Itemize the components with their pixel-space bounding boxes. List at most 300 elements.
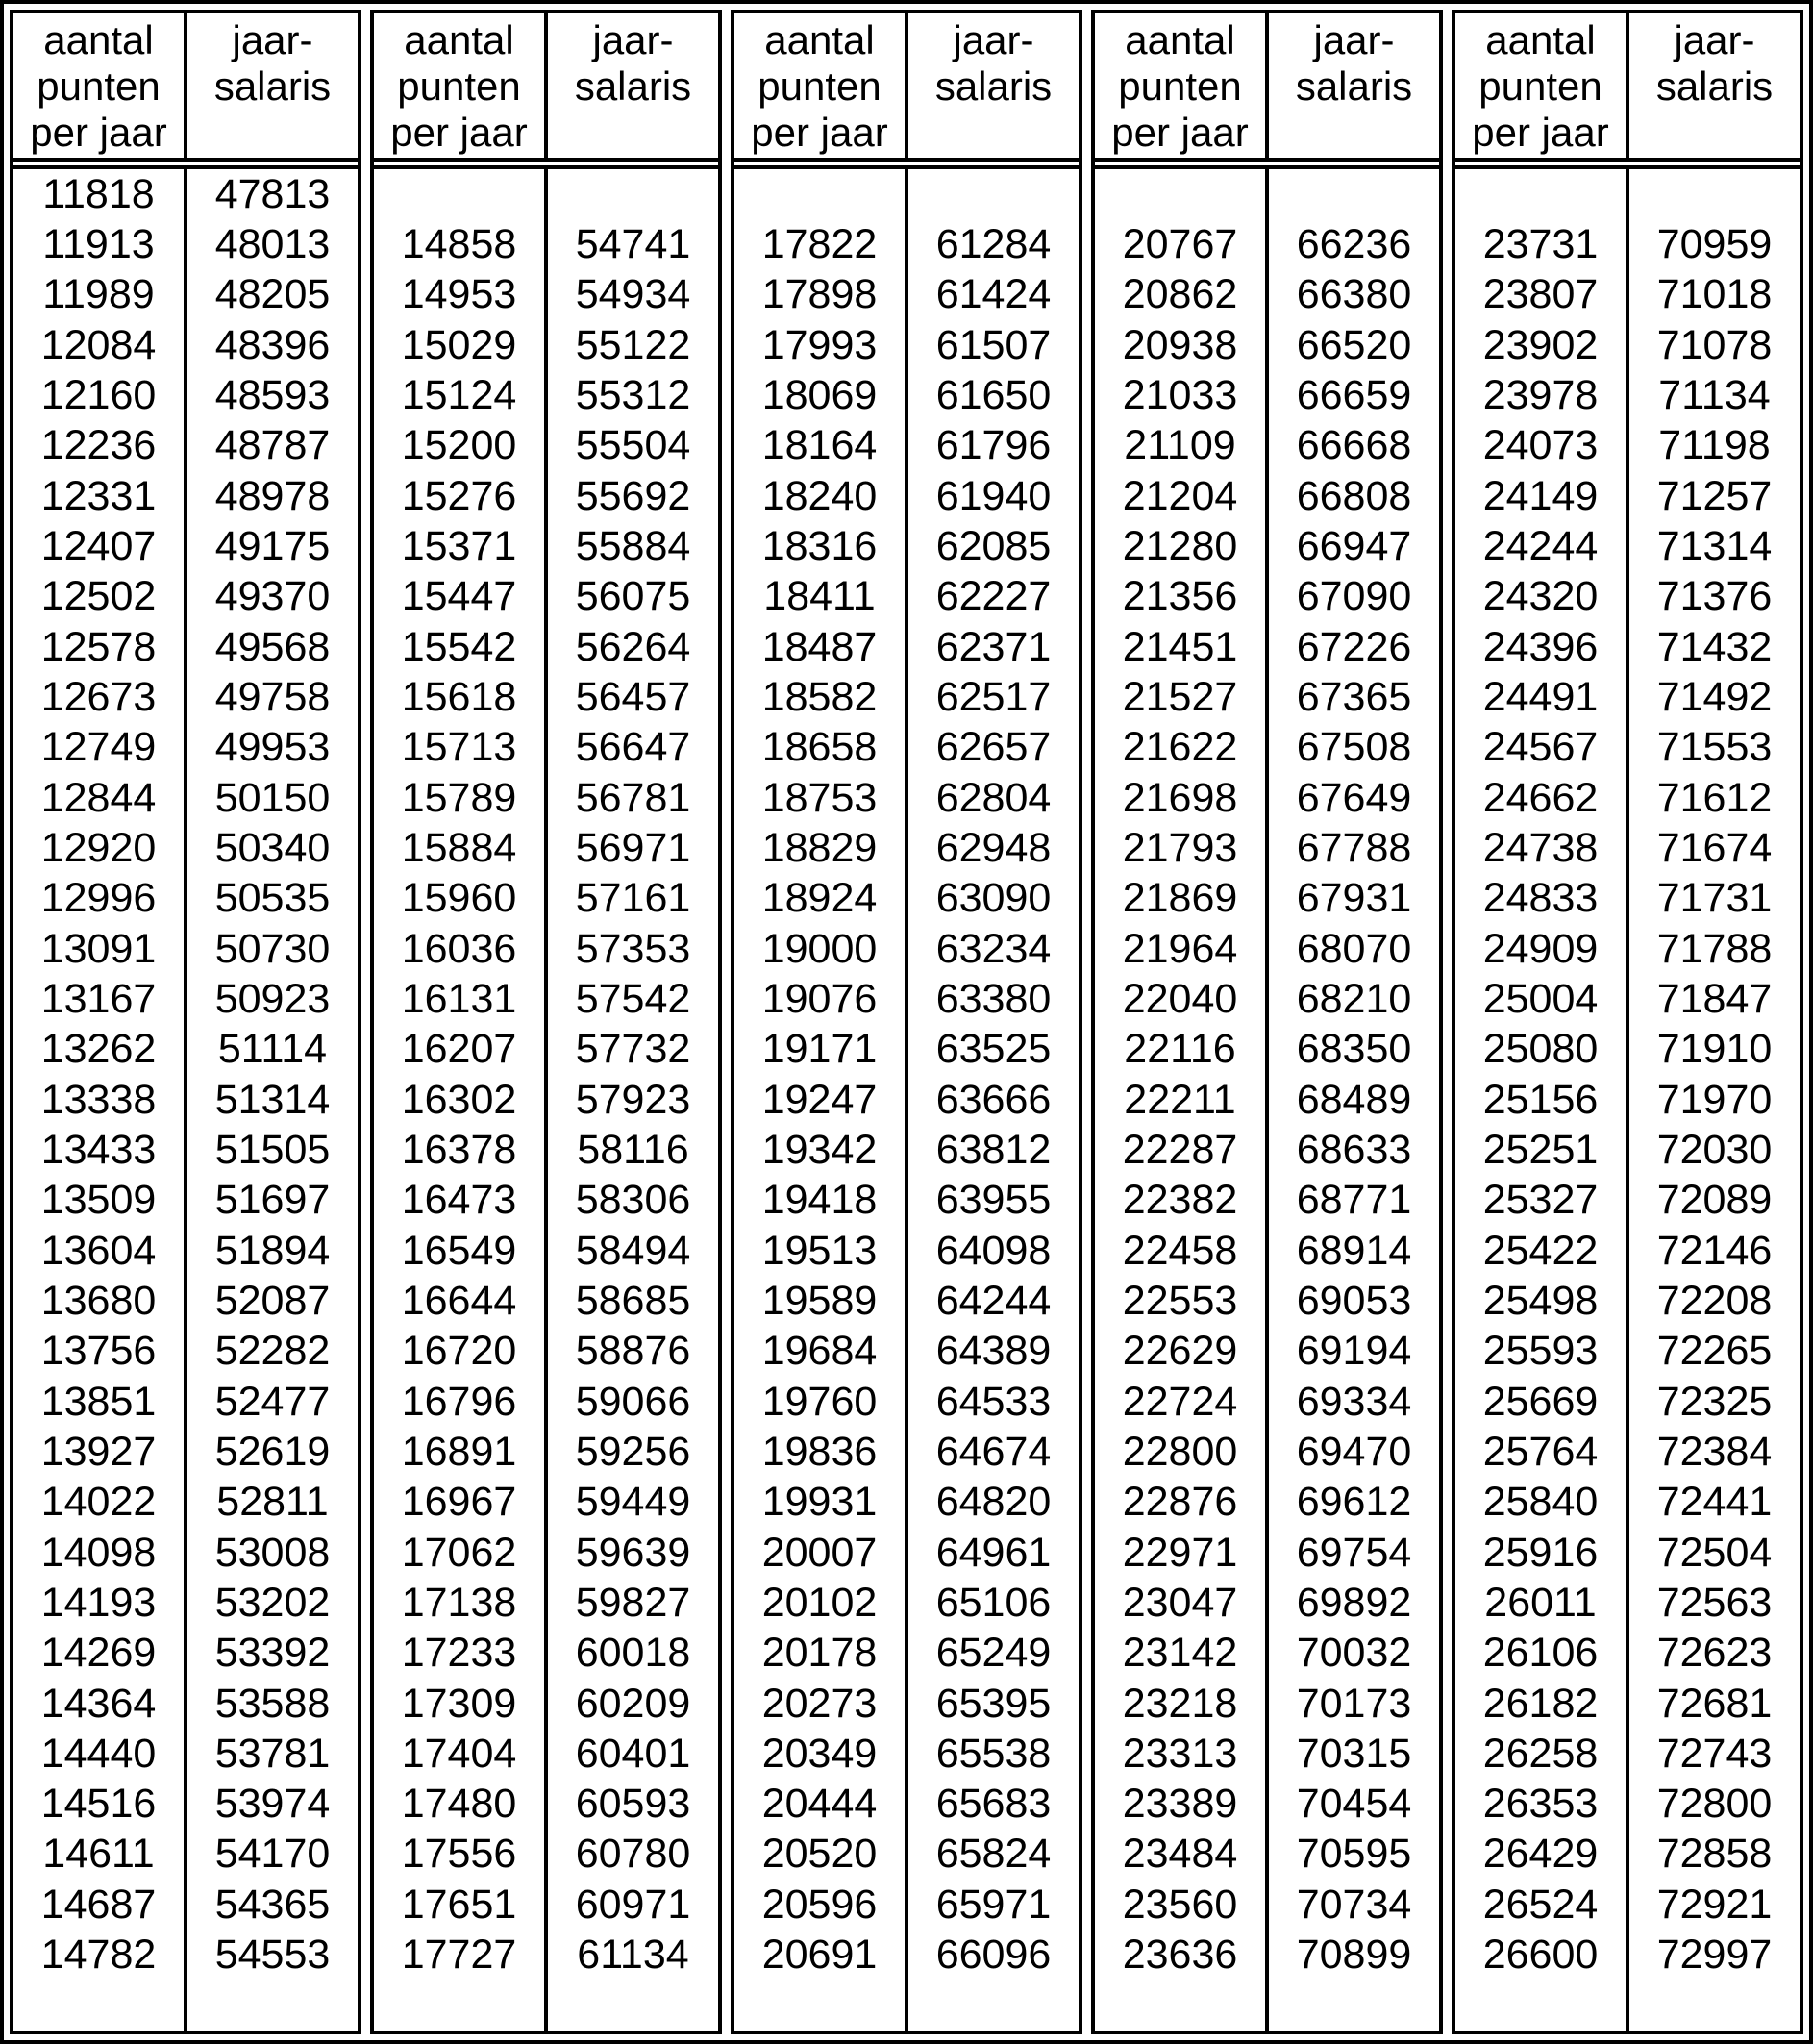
points-cell: 14269 <box>40 1630 157 1677</box>
salary-cell: 54170 <box>214 1831 331 1878</box>
points-cell: 23978 <box>1482 371 1599 418</box>
points-cell: 26106 <box>1482 1630 1599 1677</box>
points-cell: 18411 <box>763 573 876 620</box>
salary-cell <box>1629 1981 1800 2031</box>
points-cell <box>374 169 544 219</box>
points-cell: 13509 <box>40 1177 157 1224</box>
salary-cell: 65683 <box>935 1781 1052 1828</box>
salary-cell: 58116 <box>577 1126 689 1173</box>
salary-column <box>1629 169 1800 2031</box>
salary-column <box>187 169 358 2031</box>
points-cell: 12749 <box>40 724 157 771</box>
salary-cell: 71134 <box>1658 371 1771 418</box>
points-cell: 19171 <box>761 1026 878 1073</box>
salary-cell: 63380 <box>935 975 1052 1022</box>
points-cell: 13262 <box>40 1026 157 1073</box>
points-cell: 12084 <box>40 321 157 368</box>
salary-header-cell <box>548 13 718 158</box>
salary-cell: 62517 <box>935 673 1052 720</box>
points-cell: 15884 <box>401 824 517 871</box>
salary-cell: 71198 <box>1658 422 1771 469</box>
salary-column <box>908 169 1079 2031</box>
points-cell: 13338 <box>40 1076 157 1123</box>
points-header-cell <box>1095 13 1269 158</box>
salary-cell: 70595 <box>1296 1831 1412 1878</box>
points-cell: 22382 <box>1122 1177 1238 1224</box>
salary-cell: 70734 <box>1296 1881 1412 1928</box>
points-cell <box>1095 1981 1265 2031</box>
salary-cell: 61134 <box>577 1932 689 1979</box>
salary-cell: 60209 <box>575 1680 691 1727</box>
points-cell: 11818 <box>42 170 155 217</box>
salary-cell: 69194 <box>1296 1328 1412 1375</box>
salary-cell: 48205 <box>214 271 331 318</box>
points-cell: 22211 <box>1124 1076 1236 1123</box>
points-cell: 17062 <box>401 1529 517 1576</box>
salary-header-cell <box>1629 13 1800 158</box>
salary-cell: 66520 <box>1296 321 1412 368</box>
header-line: jaar- <box>592 17 674 62</box>
salary-column <box>1269 169 1439 2031</box>
points-cell: 21204 <box>1122 472 1238 519</box>
salary-cell: 59827 <box>575 1579 691 1626</box>
salary-cell: 66668 <box>1296 422 1412 469</box>
points-cell: 19247 <box>761 1076 878 1123</box>
salary-cell: 71376 <box>1656 573 1773 620</box>
points-cell: 24244 <box>1482 522 1599 569</box>
points-cell: 13851 <box>40 1378 157 1425</box>
salary-cell: 60593 <box>575 1781 691 1828</box>
points-cell: 13680 <box>40 1277 157 1324</box>
points-cell: 12920 <box>40 824 157 871</box>
header-line: per jaar <box>751 110 888 155</box>
points-cell: 16131 <box>401 975 517 1022</box>
group-header <box>1455 13 1800 162</box>
salary-cell: 71314 <box>1656 522 1773 569</box>
salary-cell: 67090 <box>1296 573 1412 620</box>
salary-cell: 68210 <box>1296 975 1412 1022</box>
group-body <box>374 165 718 2031</box>
points-cell: 20178 <box>761 1630 878 1677</box>
salary-cell: 51894 <box>214 1227 331 1274</box>
points-cell: 22800 <box>1122 1428 1238 1475</box>
points-cell: 24396 <box>1482 623 1599 670</box>
points-cell: 15200 <box>401 422 517 469</box>
salary-cell: 70315 <box>1296 1730 1412 1777</box>
points-cell: 14516 <box>40 1781 157 1828</box>
points-cell: 13927 <box>40 1428 157 1475</box>
salary-cell: 52477 <box>214 1378 331 1425</box>
points-cell: 12407 <box>40 522 157 569</box>
points-cell: 15542 <box>401 623 517 670</box>
salary-cell: 60971 <box>575 1881 691 1928</box>
header-line: per jaar <box>1111 110 1249 155</box>
points-cell: 13091 <box>40 925 157 972</box>
points-cell: 24738 <box>1482 824 1599 871</box>
points-cell: 12844 <box>40 774 157 821</box>
points-cell: 24833 <box>1482 875 1599 922</box>
salary-cell: 61650 <box>935 371 1052 418</box>
salary-cell: 64533 <box>935 1378 1052 1425</box>
header-line: aantal <box>404 17 514 62</box>
points-cell: 19076 <box>761 975 878 1022</box>
group-body <box>1095 165 1439 2031</box>
salary-cell: 65971 <box>935 1881 1052 1928</box>
salary-cell: 62804 <box>935 774 1052 821</box>
salary-cell: 48593 <box>214 371 331 418</box>
points-cell: 17556 <box>401 1831 517 1878</box>
points-cell: 19589 <box>761 1277 878 1324</box>
points-cell <box>374 1981 544 2031</box>
salary-cell: 63525 <box>935 1026 1052 1073</box>
points-cell: 19342 <box>761 1126 878 1173</box>
points-cell: 17309 <box>401 1680 517 1727</box>
salary-cell: 53392 <box>214 1630 331 1677</box>
points-cell: 22724 <box>1122 1378 1238 1425</box>
points-cell: 25764 <box>1482 1428 1599 1475</box>
points-cell: 20596 <box>761 1881 878 1928</box>
header-line: jaar- <box>232 17 313 62</box>
salary-cell: 49758 <box>214 673 331 720</box>
table-group-1 <box>10 10 361 2034</box>
salary-cell: 62657 <box>935 724 1052 771</box>
points-cell: 23902 <box>1482 321 1599 368</box>
header-line: punten <box>1118 63 1242 109</box>
salary-cell: 71910 <box>1656 1026 1773 1073</box>
salary-cell: 50340 <box>214 824 331 871</box>
salary-cell: 69892 <box>1296 1579 1412 1626</box>
group-body <box>13 165 358 2031</box>
header-line: aantal <box>1125 17 1235 62</box>
salary-cell: 69470 <box>1296 1428 1412 1475</box>
points-cell: 17898 <box>761 271 878 318</box>
salary-cell: 52811 <box>216 1479 329 1526</box>
points-cell: 18829 <box>761 824 878 871</box>
points-cell: 20767 <box>1122 220 1238 267</box>
salary-cell: 61284 <box>935 220 1052 267</box>
points-cell: 11989 <box>42 271 155 318</box>
salary-cell: 56647 <box>575 724 691 771</box>
salary-cell: 67365 <box>1296 673 1412 720</box>
salary-cell: 53202 <box>214 1579 331 1626</box>
points-cell: 17651 <box>401 1881 517 1928</box>
points-cell: 19836 <box>761 1428 878 1475</box>
points-cell: 21033 <box>1122 371 1238 418</box>
group-header <box>734 13 1079 162</box>
salary-header-cell <box>908 13 1079 158</box>
salary-cell: 49370 <box>214 573 331 620</box>
points-cell: 18487 <box>761 623 878 670</box>
salary-cell: 59066 <box>575 1378 691 1425</box>
salary-cell: 57732 <box>575 1026 691 1073</box>
points-cell: 14782 <box>40 1932 157 1979</box>
salary-cell: 71847 <box>1656 975 1773 1022</box>
salary-cell: 50730 <box>214 925 331 972</box>
points-cell: 22629 <box>1122 1328 1238 1375</box>
header-line: jaar- <box>1313 17 1395 62</box>
points-cell: 16644 <box>401 1277 517 1324</box>
points-cell: 13756 <box>40 1328 157 1375</box>
salary-cell: 66380 <box>1296 271 1412 318</box>
salary-cell: 57353 <box>575 925 691 972</box>
points-cell: 20273 <box>761 1680 878 1727</box>
salary-cell: 72623 <box>1656 1630 1773 1677</box>
salary-cell: 58685 <box>575 1277 691 1324</box>
salary-cell: 51114 <box>217 1026 328 1073</box>
points-cell: 22553 <box>1122 1277 1238 1324</box>
points-cell: 24567 <box>1482 724 1599 771</box>
salary-cell: 71788 <box>1656 925 1773 972</box>
salary-cell: 71078 <box>1656 321 1773 368</box>
points-cell: 26600 <box>1482 1932 1599 1979</box>
points-cell: 15447 <box>401 573 517 620</box>
salary-cell: 57161 <box>575 875 691 922</box>
points-cell: 16891 <box>401 1428 517 1475</box>
points-cell: 23047 <box>1122 1579 1238 1626</box>
points-cell: 17233 <box>401 1630 517 1677</box>
points-cell: 19931 <box>761 1479 878 1526</box>
points-cell: 23560 <box>1122 1881 1238 1928</box>
salary-cell: 72030 <box>1656 1126 1773 1173</box>
salary-cell: 72563 <box>1656 1579 1773 1626</box>
salary-cell: 58876 <box>575 1328 691 1375</box>
salary-cell <box>187 1981 358 2031</box>
header-line: salaris <box>934 63 1053 109</box>
salary-cell: 64674 <box>935 1428 1052 1475</box>
points-cell: 23636 <box>1122 1932 1238 1979</box>
points-cell: 17138 <box>401 1579 517 1626</box>
salary-cell: 58494 <box>575 1227 691 1274</box>
salary-cell: 59449 <box>575 1479 691 1526</box>
header-line: salaris <box>1295 63 1413 109</box>
salary-cell: 71674 <box>1656 824 1773 871</box>
salary-cell: 53588 <box>214 1680 331 1727</box>
points-cell: 15618 <box>401 673 517 720</box>
points-cell: 14858 <box>401 220 517 267</box>
salary-cell: 66236 <box>1296 220 1412 267</box>
salary-cell: 70032 <box>1296 1630 1412 1677</box>
points-cell: 21280 <box>1122 522 1238 569</box>
salary-cell: 66096 <box>935 1932 1052 1979</box>
points-cell: 18753 <box>761 774 878 821</box>
salary-cell: 72921 <box>1656 1881 1773 1928</box>
salary-cell: 51314 <box>214 1076 331 1123</box>
salary-cell: 48978 <box>214 472 331 519</box>
points-cell: 25156 <box>1482 1076 1599 1123</box>
points-header-cell <box>13 13 187 158</box>
header-line: aantal <box>1485 17 1596 62</box>
points-column <box>1455 169 1629 2031</box>
points-cell: 26429 <box>1482 1831 1599 1878</box>
salary-cell: 56781 <box>575 774 691 821</box>
points-cell: 18582 <box>761 673 878 720</box>
salary-cell: 52087 <box>214 1277 331 1324</box>
salary-cell: 61940 <box>935 472 1052 519</box>
points-cell: 24491 <box>1482 673 1599 720</box>
points-cell: 19513 <box>761 1227 878 1274</box>
salary-cell: 71432 <box>1656 623 1773 670</box>
points-cell: 18069 <box>761 371 878 418</box>
salary-cell: 56264 <box>575 623 691 670</box>
points-cell: 14953 <box>401 271 517 318</box>
points-cell: 24073 <box>1482 422 1599 469</box>
points-cell: 22971 <box>1122 1529 1238 1576</box>
salary-cell: 62227 <box>935 573 1052 620</box>
salary-cell: 64820 <box>935 1479 1052 1526</box>
header-line: per jaar <box>1472 110 1609 155</box>
salary-cell: 55504 <box>575 422 691 469</box>
salary-cell <box>908 1981 1079 2031</box>
salary-cell: 68489 <box>1296 1076 1412 1123</box>
salary-cell: 69754 <box>1296 1529 1412 1576</box>
salary-cell: 70959 <box>1656 220 1773 267</box>
salary-cell: 69053 <box>1296 1277 1412 1324</box>
salary-cell: 63666 <box>935 1076 1052 1123</box>
group-header <box>374 13 718 162</box>
points-cell: 21451 <box>1122 623 1238 670</box>
points-cell: 14022 <box>40 1479 157 1526</box>
points-cell: 16302 <box>401 1076 517 1123</box>
points-cell: 20691 <box>761 1932 878 1979</box>
group-body <box>1455 165 1800 2031</box>
points-cell: 20007 <box>761 1529 878 1576</box>
points-cell: 23807 <box>1482 271 1599 318</box>
salary-cell: 53781 <box>214 1730 331 1777</box>
salary-cell: 54741 <box>575 220 691 267</box>
salary-cell: 50150 <box>214 774 331 821</box>
points-cell <box>1455 169 1626 219</box>
points-cell: 24909 <box>1482 925 1599 972</box>
points-cell: 16207 <box>401 1026 517 1073</box>
salary-cell: 68771 <box>1296 1177 1412 1224</box>
points-cell: 18164 <box>761 422 878 469</box>
salary-cell: 56971 <box>575 824 691 871</box>
salary-cell: 71257 <box>1656 472 1773 519</box>
salary-cell: 49175 <box>214 522 331 569</box>
salary-cell: 72858 <box>1656 1831 1773 1878</box>
points-cell: 18924 <box>761 875 878 922</box>
points-cell: 16549 <box>401 1227 517 1274</box>
points-cell: 24149 <box>1482 472 1599 519</box>
salary-cell: 60401 <box>575 1730 691 1777</box>
points-cell: 14687 <box>40 1881 157 1928</box>
salary-cell: 72681 <box>1656 1680 1773 1727</box>
points-cell <box>734 169 905 219</box>
salary-cell: 47813 <box>214 170 331 217</box>
points-cell: 20444 <box>761 1781 878 1828</box>
table-group-2 <box>370 10 722 2034</box>
salary-cell: 64961 <box>935 1529 1052 1576</box>
points-cell: 25916 <box>1482 1529 1599 1576</box>
salary-cell: 61796 <box>935 422 1052 469</box>
points-cell: 13167 <box>40 975 157 1022</box>
points-cell: 25498 <box>1482 1277 1599 1324</box>
points-column <box>13 169 187 2031</box>
points-cell: 21109 <box>1124 422 1236 469</box>
salary-cell: 67226 <box>1296 623 1412 670</box>
salary-cell: 70454 <box>1296 1781 1412 1828</box>
points-cell: 16796 <box>401 1378 517 1425</box>
salary-cell: 63955 <box>935 1177 1052 1224</box>
salary-cell: 67508 <box>1296 724 1412 771</box>
salary-column <box>548 169 718 2031</box>
salary-cell: 57542 <box>575 975 691 1022</box>
salary-cell: 70899 <box>1296 1932 1412 1979</box>
points-cell: 17727 <box>401 1932 517 1979</box>
table-group-3 <box>731 10 1082 2034</box>
points-cell: 16967 <box>401 1479 517 1526</box>
salary-cell: 65538 <box>935 1730 1052 1777</box>
points-cell: 25422 <box>1482 1227 1599 1274</box>
points-cell: 19418 <box>761 1177 878 1224</box>
salary-cell: 65249 <box>935 1630 1052 1677</box>
points-cell: 25327 <box>1482 1177 1599 1224</box>
salary-cell: 66659 <box>1296 371 1412 418</box>
salary-cell: 48396 <box>214 321 331 368</box>
salary-cell: 64098 <box>935 1227 1052 1274</box>
points-cell: 15029 <box>401 321 517 368</box>
points-cell: 25080 <box>1482 1026 1599 1073</box>
points-cell: 20102 <box>761 1579 878 1626</box>
points-cell: 13433 <box>40 1126 157 1173</box>
salary-cell: 72441 <box>1656 1479 1773 1526</box>
header-line: punten <box>37 63 161 109</box>
points-cell: 15276 <box>401 472 517 519</box>
points-cell: 26353 <box>1482 1781 1599 1828</box>
points-cell: 22287 <box>1122 1126 1238 1173</box>
salary-cell: 72089 <box>1656 1177 1773 1224</box>
salary-cell: 67788 <box>1296 824 1412 871</box>
salary-header-cell <box>1269 13 1439 158</box>
points-cell: 22116 <box>1124 1026 1236 1073</box>
table-group-5 <box>1452 10 1803 2034</box>
points-cell: 15371 <box>401 522 517 569</box>
salary-cell: 64244 <box>935 1277 1052 1324</box>
points-cell: 22458 <box>1122 1227 1238 1274</box>
points-cell: 21622 <box>1122 724 1238 771</box>
salary-cell: 55312 <box>575 371 691 418</box>
salary-cell: 48013 <box>214 220 331 267</box>
salary-cell <box>1269 169 1439 219</box>
salary-cell: 60780 <box>575 1831 691 1878</box>
points-cell: 26182 <box>1482 1680 1599 1727</box>
salary-cell: 72743 <box>1656 1730 1773 1777</box>
salary-cell: 54934 <box>575 271 691 318</box>
group-header <box>1095 13 1439 162</box>
salary-cell: 65395 <box>935 1680 1052 1727</box>
points-cell: 23218 <box>1122 1680 1238 1727</box>
salary-cell: 49568 <box>214 623 331 670</box>
salary-cell: 57923 <box>575 1076 691 1123</box>
salary-cell: 72504 <box>1656 1529 1773 1576</box>
salary-cell: 68070 <box>1296 925 1412 972</box>
salary-cell: 69334 <box>1296 1378 1412 1425</box>
salary-cell: 72325 <box>1656 1378 1773 1425</box>
salary-cell: 58306 <box>575 1177 691 1224</box>
points-cell: 18240 <box>761 472 878 519</box>
points-cell: 12673 <box>40 673 157 720</box>
salary-cell: 62085 <box>935 522 1052 569</box>
header-line: per jaar <box>30 110 167 155</box>
points-cell: 22876 <box>1122 1479 1238 1526</box>
salary-cell: 69612 <box>1296 1479 1412 1526</box>
salary-cell: 71553 <box>1656 724 1773 771</box>
salary-cell: 51697 <box>214 1177 331 1224</box>
salary-cell: 52619 <box>214 1428 331 1475</box>
salary-cell: 65106 <box>935 1579 1052 1626</box>
salary-cell: 48787 <box>214 422 331 469</box>
points-cell: 25840 <box>1482 1479 1599 1526</box>
